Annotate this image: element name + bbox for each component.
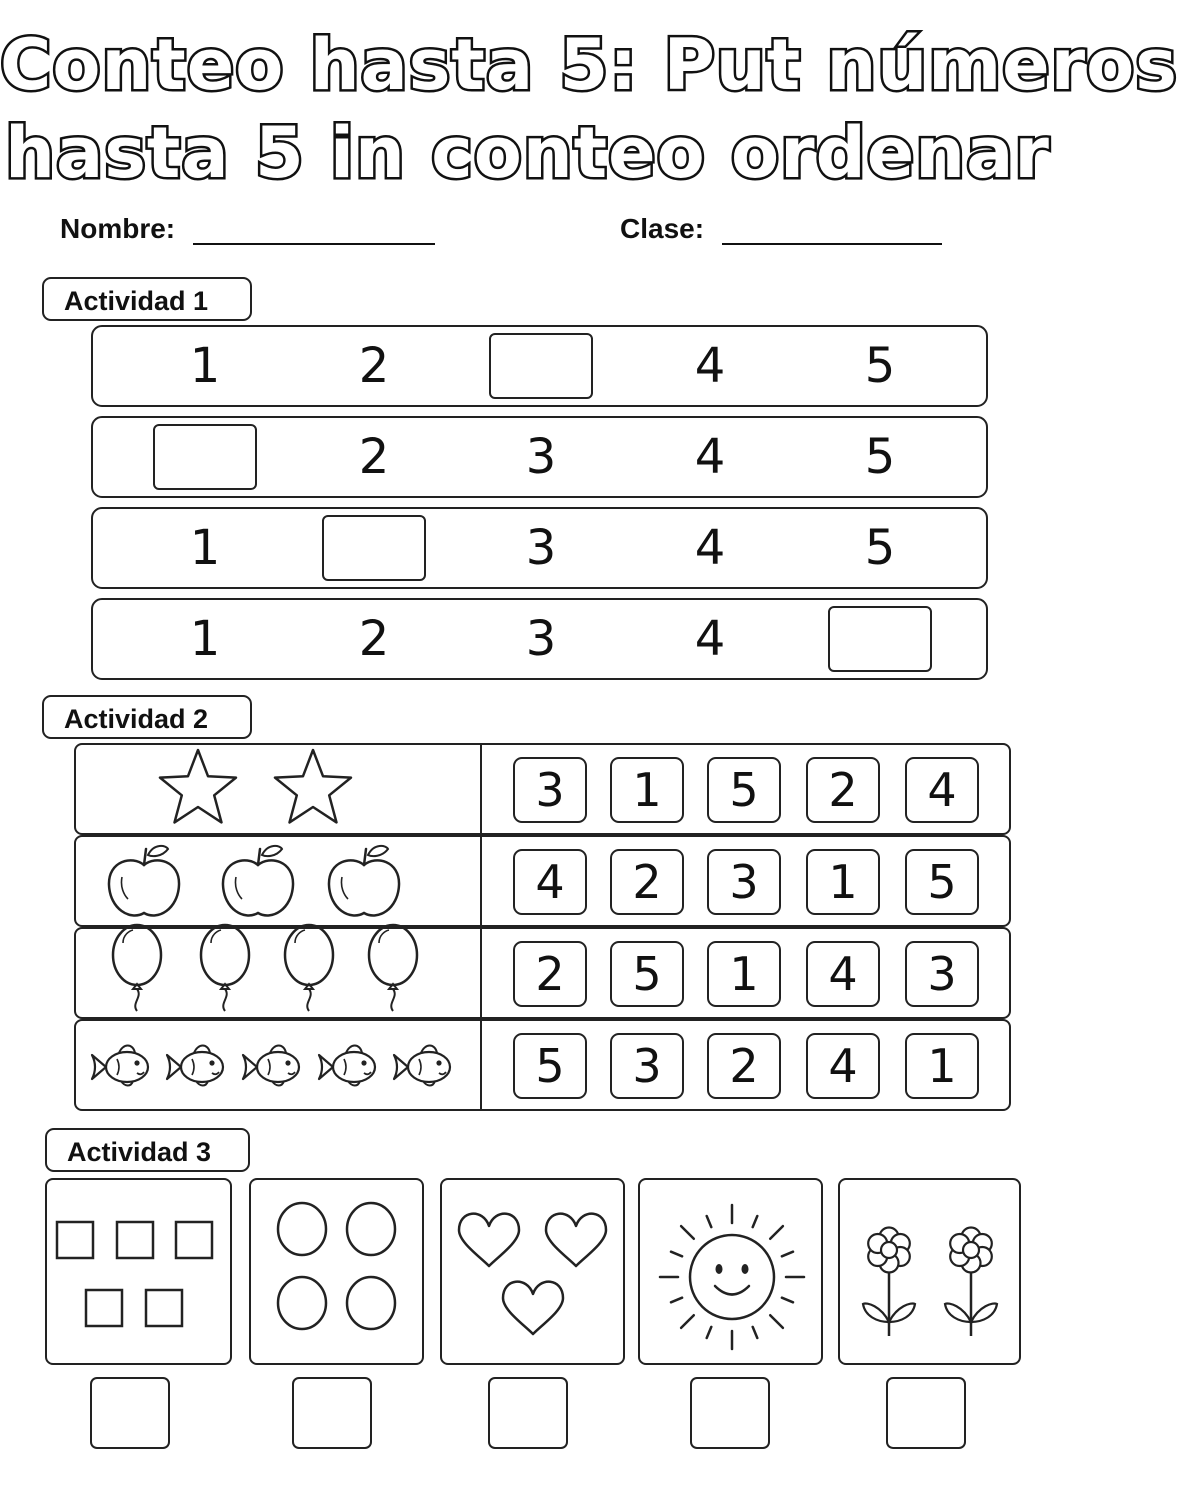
counting-picture: [76, 929, 480, 1021]
answer-box[interactable]: [322, 515, 426, 581]
card-picture: [442, 1180, 623, 1363]
square-icon: [146, 1290, 182, 1326]
fish-icon: [167, 1046, 223, 1086]
sequence-number: 5: [864, 338, 896, 394]
number-option[interactable]: 4: [806, 1033, 880, 1099]
count-answer-box[interactable]: [886, 1377, 966, 1449]
activity-3-badge: Actividad 3: [45, 1128, 250, 1172]
square-icon: [86, 1290, 122, 1326]
answer-box[interactable]: [153, 424, 257, 490]
heart-icon: [546, 1214, 606, 1266]
worksheet-title-line-2: hasta 5 in conteo ordenar: [5, 112, 1050, 194]
sequence-number: 2: [358, 611, 390, 667]
balloon-icon: [369, 925, 417, 1011]
card-picture: [251, 1180, 422, 1363]
sequence-number: 5: [864, 520, 896, 576]
row-divider: [480, 743, 482, 835]
circle-icon: [347, 1277, 395, 1329]
square-icon: [117, 1222, 153, 1258]
count-answer-box[interactable]: [690, 1377, 770, 1449]
number-option[interactable]: 1: [707, 941, 781, 1007]
sequence-row: [91, 507, 988, 589]
row-divider: [480, 835, 482, 927]
counting-card: [45, 1178, 232, 1365]
row-divider: [480, 1019, 482, 1111]
apple-icon: [223, 846, 293, 916]
circle-icon: [278, 1277, 326, 1329]
row-divider: [480, 927, 482, 1019]
sequence-number: 4: [694, 611, 726, 667]
balloon-icon: [201, 925, 249, 1011]
counting-card: [638, 1178, 823, 1365]
name-field[interactable]: [193, 243, 435, 245]
number-option[interactable]: 2: [806, 757, 880, 823]
heart-icon: [459, 1214, 519, 1266]
apple-icon: [329, 846, 399, 916]
fish-icon: [92, 1046, 148, 1086]
flower-icon: [945, 1228, 997, 1337]
number-option[interactable]: 2: [707, 1033, 781, 1099]
number-option[interactable]: 1: [806, 849, 880, 915]
sequence-row: [91, 598, 988, 680]
number-option[interactable]: 5: [610, 941, 684, 1007]
number-option[interactable]: 4: [905, 757, 979, 823]
number-option[interactable]: 1: [905, 1033, 979, 1099]
circle-icon: [278, 1203, 326, 1255]
sequence-number: 1: [189, 338, 221, 394]
count-answer-box[interactable]: [90, 1377, 170, 1449]
apple-icon: [109, 846, 179, 916]
number-option[interactable]: 3: [513, 757, 587, 823]
counting-picture: [76, 1021, 480, 1113]
sequence-number: 3: [525, 520, 557, 576]
balloon-icon: [113, 925, 161, 1011]
sequence-number: 5: [864, 429, 896, 485]
sun-icon: [660, 1205, 804, 1349]
balloon-icon: [285, 925, 333, 1011]
sequence-row: [91, 325, 988, 407]
sequence-number: 3: [525, 611, 557, 667]
star-icon: [275, 750, 351, 822]
counting-picture: [76, 745, 480, 837]
counting-card: [440, 1178, 625, 1365]
flower-icon: [863, 1228, 915, 1337]
fish-icon: [243, 1046, 299, 1086]
name-label: Nombre:: [60, 213, 176, 244]
answer-box[interactable]: [489, 333, 593, 399]
number-option[interactable]: 1: [610, 757, 684, 823]
number-option[interactable]: 3: [707, 849, 781, 915]
fish-icon: [394, 1046, 450, 1086]
number-option[interactable]: 2: [513, 941, 587, 1007]
matching-row: [74, 743, 1011, 835]
number-option[interactable]: 5: [513, 1033, 587, 1099]
number-option[interactable]: 3: [610, 1033, 684, 1099]
counting-card: [838, 1178, 1021, 1365]
sequence-number: 4: [694, 338, 726, 394]
activity-1-badge: Actividad 1: [42, 277, 252, 321]
sequence-number: 2: [358, 338, 390, 394]
heart-icon: [503, 1282, 563, 1334]
sequence-number: 3: [525, 429, 557, 485]
sequence-number: 2: [358, 429, 390, 485]
sequence-number: 1: [189, 611, 221, 667]
number-option[interactable]: 5: [707, 757, 781, 823]
counting-card: [249, 1178, 424, 1365]
answer-box[interactable]: [828, 606, 932, 672]
sequence-number: 4: [694, 520, 726, 576]
star-icon: [160, 750, 236, 822]
circle-icon: [347, 1203, 395, 1255]
class-label: Clase:: [620, 213, 705, 244]
number-option[interactable]: 2: [610, 849, 684, 915]
card-picture: [840, 1180, 1019, 1363]
count-answer-box[interactable]: [292, 1377, 372, 1449]
matching-row: [74, 835, 1011, 927]
number-option[interactable]: 3: [905, 941, 979, 1007]
sequence-row: [91, 416, 988, 498]
number-option[interactable]: 5: [905, 849, 979, 915]
activity-2-badge: Actividad 2: [42, 695, 252, 739]
worksheet-title-line-1: Conteo hasta 5: Put números: [0, 24, 1178, 106]
number-option[interactable]: 4: [513, 849, 587, 915]
card-picture: [640, 1180, 821, 1363]
matching-row: [74, 1019, 1011, 1111]
square-icon: [57, 1222, 93, 1258]
sequence-number: 1: [189, 520, 221, 576]
counting-picture: [76, 837, 480, 929]
fish-icon: [319, 1046, 375, 1086]
square-icon: [176, 1222, 212, 1258]
card-picture: [47, 1180, 230, 1363]
matching-row: [74, 927, 1011, 1019]
number-option[interactable]: 4: [806, 941, 880, 1007]
count-answer-box[interactable]: [488, 1377, 568, 1449]
sequence-number: 4: [694, 429, 726, 485]
class-field[interactable]: [722, 243, 942, 245]
